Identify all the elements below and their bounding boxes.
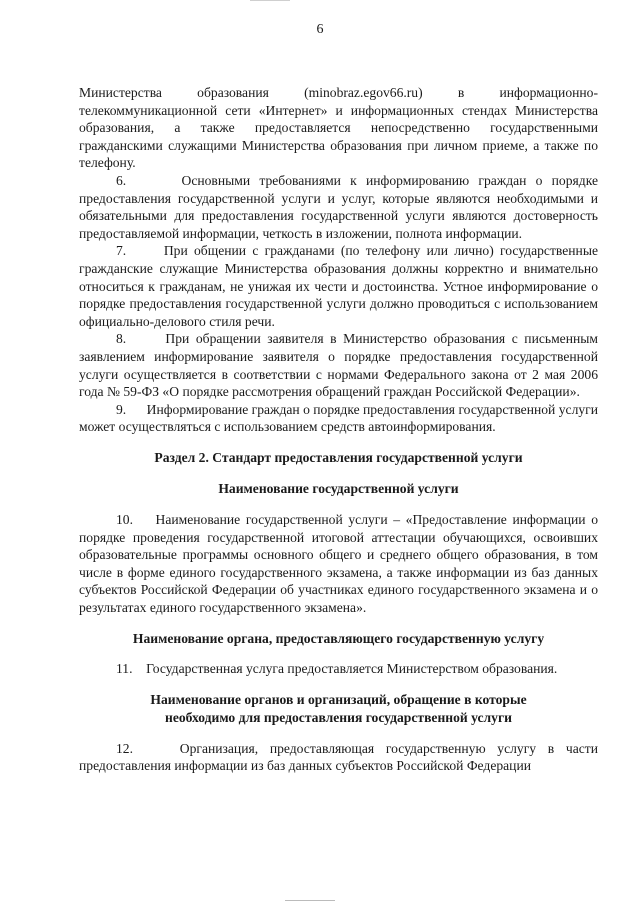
heading-authority: Наименование органа, предоставляющего государственную услугу — [132, 630, 545, 646]
paragraph-11: 11. Государственная услуга предоставляется Министерством образования. — [116, 661, 558, 677]
paragraph-6: 6. Основными требованиями к информированию граждан о порядке предоставления государственной услуги и услуг, которые являются необходимыми и обязательными для предоставления государственной услуги являются достоверность предоставляемой информации, четкость в изложении, полнота информации. — [79, 172, 598, 241]
paragraph-7: 7. При общении с гражданами (по телефону или лично) государственные гражданские служащие Министерства образования должны корректно и внимательно относиться к гражданам, не унижая их чести и достоинства. Устное информирование о порядке предоставления государственной услуги должно проводиться с использованием официально-делового стиля речи. — [79, 243, 598, 329]
scan-artifact-top — [250, 0, 290, 1]
paragraph-10: 10. Наименование государственной услуги – «Предоставление информации о порядке проведения государственной итоговой аттестации обучающихся, освоивших образовательные программы основного общего и среднего общего образования, в том числе в форме единого государственного экзамена, а также информации из баз данных субъектов Российской Федерации об участниках единого государственного экзамена и о результатах единого государственного экзамена». — [79, 512, 598, 616]
paragraph-9: 9. Информирование граждан о порядке предоставления государственной услуги может осуществляться с использованием средств автоинформирования. — [79, 401, 598, 435]
document-body — [79, 84, 598, 775]
heading-organizations — [79, 691, 598, 727]
heading-organizations-line1: Наименование органов и организаций, обращение в которые — [150, 691, 527, 707]
scan-artifact-bottom — [285, 900, 335, 901]
paragraph-info-channels: Министерства образования (minobraz.egov66.ru) в информационно-телекоммуникационной сети «Интернет» и информационных стендах Министерства образования, а также предоставляется непосредственно государственными гражданскими служащими Министерства образования при личном приеме, а также по телефону. — [79, 85, 598, 171]
page-number: 6 — [316, 22, 324, 37]
section-title: Раздел 2. Стандарт предоставления государственной услуги — [154, 449, 523, 465]
heading-service-name: Наименование государственной услуги — [218, 481, 459, 497]
heading-organizations-line2: необходимо для предоставления государственной услуги — [165, 709, 512, 725]
paragraph-12: 12. Организация, предоставляющая государственную услугу в части предоставления информации из баз данных субъектов Российской Федерации — [79, 740, 598, 774]
paragraph-8: 8. При обращении заявителя в Министерство образования с письменным заявлением информирование заявителя о порядке предоставления государственной услуги осуществляется в соответствии с нормами Федерального закона от 2 мая 2006 года № 59-ФЗ «О порядке рассмотрения обращений граждан Российской Федерации». — [79, 331, 598, 400]
